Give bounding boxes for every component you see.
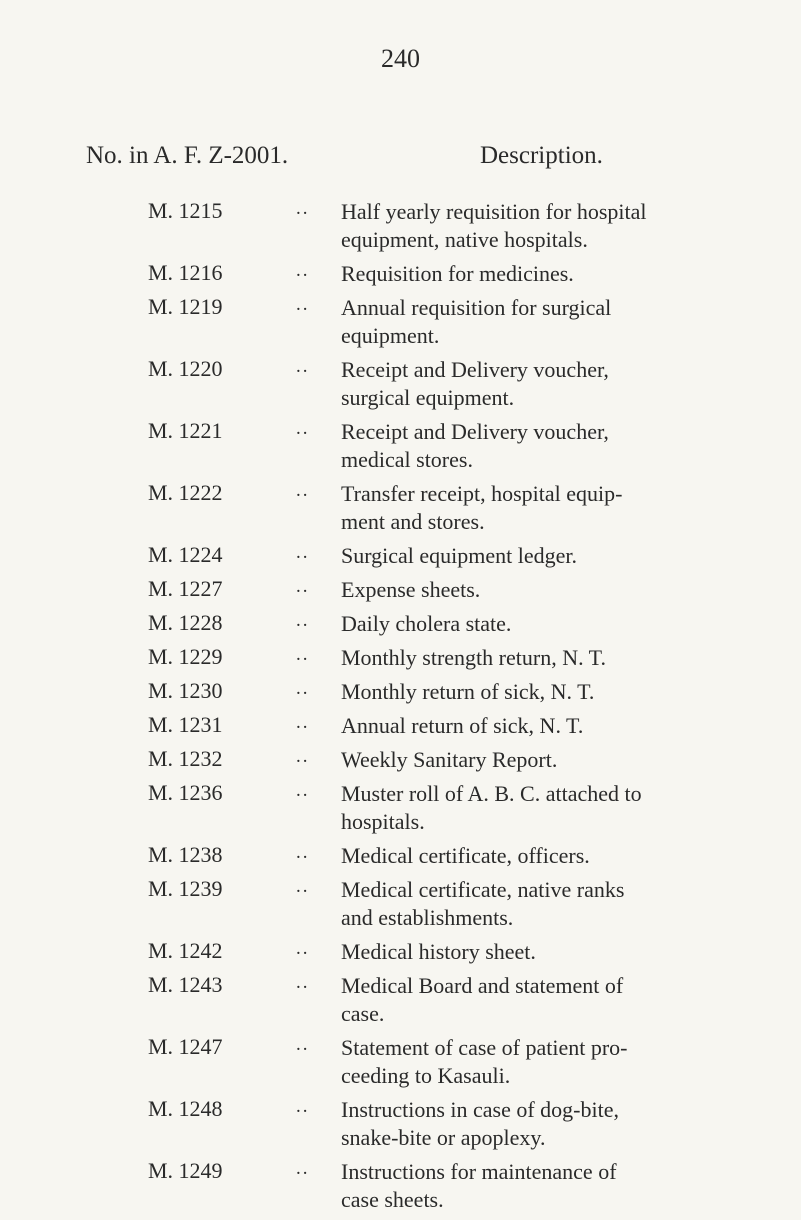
leader-dots: ..	[296, 746, 310, 767]
number-column-header: No. in A. F. Z-2001.	[86, 142, 289, 169]
form-description	[341, 876, 741, 932]
leader-dots: ..	[296, 1034, 310, 1055]
form-number: M. 1224	[148, 542, 223, 567]
table-row	[0, 542, 801, 570]
form-description	[341, 678, 741, 706]
form-number: M. 1239	[148, 876, 223, 901]
description-line: Muster roll of A. B. C. attached to	[341, 781, 642, 806]
form-number: M. 1215	[148, 198, 223, 223]
leader-dots: ..	[296, 610, 310, 631]
description-line: equipment.	[341, 323, 440, 348]
form-number: M. 1230	[148, 678, 223, 703]
description-line: Half yearly requisition for hospital	[341, 199, 647, 224]
form-number: M. 1243	[148, 972, 223, 997]
leader-dots: ..	[296, 780, 310, 801]
description-line: Annual requisition for surgical	[341, 295, 612, 320]
table-row	[0, 972, 801, 1028]
page-number: 240	[381, 44, 420, 73]
form-number: M. 1216	[148, 260, 223, 285]
description-line: Annual return of sick, N. T.	[341, 713, 584, 738]
leader-dots: ..	[296, 972, 310, 993]
form-description	[341, 542, 741, 570]
leader-dots: ..	[296, 644, 310, 665]
form-description	[341, 198, 741, 254]
description-line: Daily cholera state.	[341, 611, 512, 636]
description-line: Medical history sheet.	[341, 939, 536, 964]
description-line: Requisition for medicines.	[341, 261, 574, 286]
leader-dots: ..	[296, 712, 310, 733]
leader-dots: ..	[296, 260, 310, 281]
form-description	[341, 1096, 741, 1152]
table-row	[0, 780, 801, 836]
table-row	[0, 1096, 801, 1152]
form-number: M. 1227	[148, 576, 223, 601]
form-description	[341, 294, 741, 350]
leader-dots: ..	[296, 1096, 310, 1117]
description-line: Medical certificate, officers.	[341, 843, 590, 868]
table-row	[0, 938, 801, 966]
form-list	[0, 198, 801, 1220]
form-number: M. 1249	[148, 1158, 223, 1183]
leader-dots: ..	[296, 480, 310, 501]
leader-dots: ..	[296, 678, 310, 699]
description-line: Monthly strength return, N. T.	[341, 645, 606, 670]
description-line: medical stores.	[341, 447, 473, 472]
form-number: M. 1222	[148, 480, 223, 505]
table-row	[0, 198, 801, 254]
form-number: M. 1228	[148, 610, 223, 635]
description-line: Transfer receipt, hospital equip-	[341, 481, 623, 506]
description-line: Instructions for maintenance of	[341, 1159, 617, 1184]
form-description	[341, 644, 741, 672]
description-line: ment and stores.	[341, 509, 485, 534]
description-line: Instructions in case of dog-bite,	[341, 1097, 619, 1122]
description-line: Statement of case of patient pro-	[341, 1035, 628, 1060]
leader-dots: ..	[296, 1158, 310, 1179]
description-line: snake-bite or apoplexy.	[341, 1125, 546, 1150]
table-row	[0, 610, 801, 638]
table-row	[0, 1158, 801, 1214]
table-row	[0, 480, 801, 536]
description-line: surgical equipment.	[341, 385, 515, 410]
description-line: case.	[341, 1001, 385, 1026]
description-line: ceeding to Kasauli.	[341, 1063, 511, 1088]
description-line: Monthly return of sick, N. T.	[341, 679, 595, 704]
table-row	[0, 876, 801, 932]
form-description	[341, 576, 741, 604]
description-line: case sheets.	[341, 1187, 444, 1212]
leader-dots: ..	[296, 842, 310, 863]
leader-dots: ..	[296, 418, 310, 439]
form-description	[341, 418, 741, 474]
form-number: M. 1229	[148, 644, 223, 669]
description-line: Receipt and Delivery voucher,	[341, 419, 609, 444]
form-number: M. 1236	[148, 780, 223, 805]
table-row	[0, 712, 801, 740]
form-number: M. 1247	[148, 1034, 223, 1059]
table-row	[0, 294, 801, 350]
form-number: M. 1238	[148, 842, 223, 867]
form-number: M. 1220	[148, 356, 223, 381]
description-line: Medical Board and statement of	[341, 973, 624, 998]
table-row	[0, 260, 801, 288]
form-description	[341, 842, 741, 870]
form-description	[341, 712, 741, 740]
form-description	[341, 746, 741, 774]
table-row	[0, 418, 801, 474]
form-number: M. 1232	[148, 746, 223, 771]
form-description	[341, 610, 741, 638]
description-line: and establishments.	[341, 905, 514, 930]
leader-dots: ..	[296, 576, 310, 597]
form-number: M. 1248	[148, 1096, 223, 1121]
leader-dots: ..	[296, 876, 310, 897]
description-line: Surgical equipment ledger.	[341, 543, 578, 568]
form-description	[341, 1034, 741, 1090]
form-description	[341, 356, 741, 412]
form-description	[341, 938, 741, 966]
table-row	[0, 644, 801, 672]
leader-dots: ..	[296, 356, 310, 377]
form-description	[341, 260, 741, 288]
leader-dots: ..	[296, 294, 310, 315]
form-number: M. 1221	[148, 418, 223, 443]
description-line: Weekly Sanitary Report.	[341, 747, 558, 772]
description-line: Receipt and Delivery voucher,	[341, 357, 609, 382]
description-line: Medical certificate, native ranks	[341, 877, 625, 902]
description-line: equipment, native hospitals.	[341, 227, 588, 252]
description-line: hospitals.	[341, 809, 425, 834]
table-row	[0, 746, 801, 774]
form-description	[341, 1158, 741, 1214]
leader-dots: ..	[296, 938, 310, 959]
table-row	[0, 678, 801, 706]
description-column-header: Description.	[480, 142, 603, 169]
form-description	[341, 480, 741, 536]
leader-dots: ..	[296, 542, 310, 563]
form-description	[341, 972, 741, 1028]
table-row	[0, 1034, 801, 1090]
form-description	[341, 780, 741, 836]
table-row	[0, 842, 801, 870]
form-number: M. 1231	[148, 712, 223, 737]
description-line: Expense sheets.	[341, 577, 481, 602]
table-row	[0, 576, 801, 604]
leader-dots: ..	[296, 198, 310, 219]
table-row	[0, 356, 801, 412]
form-number: M. 1242	[148, 938, 223, 963]
form-number: M. 1219	[148, 294, 223, 319]
